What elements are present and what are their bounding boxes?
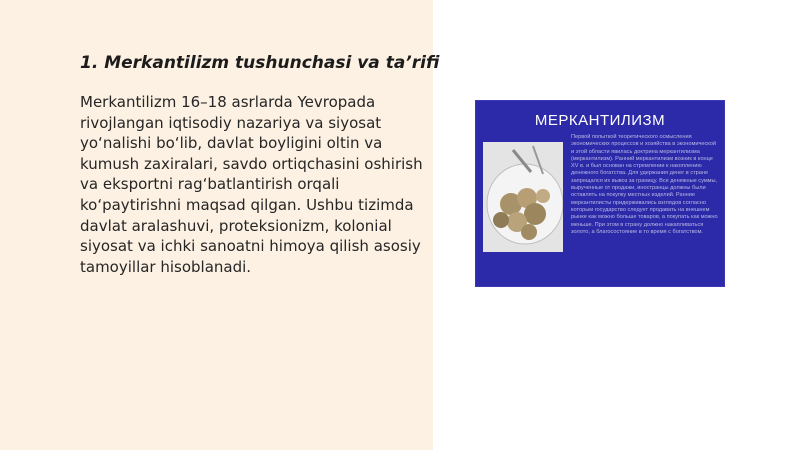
mercantilism-slide-image: [475, 100, 725, 287]
slide-title: 1. Merkantilizm tushunchasi va ta’rifi: [80, 53, 440, 73]
image-russian-text: Первой попыткой теоретического осмысления экономических процессов и хозяйства в экономической и этой области явилась доктрина меркантилизма (меркантилизм). Ранний меркантилизм возник в конце XV в. и был основан на стремлении к накоплению денежного богатства. Для удержания денег в стране запрещался их вывоз за границу. Все денежные суммы, вырученные от продажи, иностранцы должны были оставлять на покупку местных изделий. Ранние меркантилисты придерживались взглядов согласно которым государство следует продавать на внешнем рынке как можно больше товаров, а покупать как можно меньше. При этом в страну должно накапливаться золото, а благосостояние в то время с богатством.: [571, 134, 718, 235]
coins-photo: [483, 142, 563, 252]
image-title: МЕРКАНТИЛИЗМ: [534, 112, 666, 129]
slide-body-text: Merkantilizm 16–18 asrlarda Yevropada rivojlangan iqtisodiy nazariya va siyosat yo‘nalishi bo‘lib, davlat boyligini oltin va kumush zaxiralari, savdo ortiqchasini oshirish va eksportni rag‘batlantirish orqali ko‘paytirishni maqsad qilgan. Ushbu tizimda davlat aralashuvi, proteksionizm, kolonial siyosat va ichki sanoatni himoya qilish asosiy tamoyillar hisoblanadi.: [80, 93, 423, 276]
